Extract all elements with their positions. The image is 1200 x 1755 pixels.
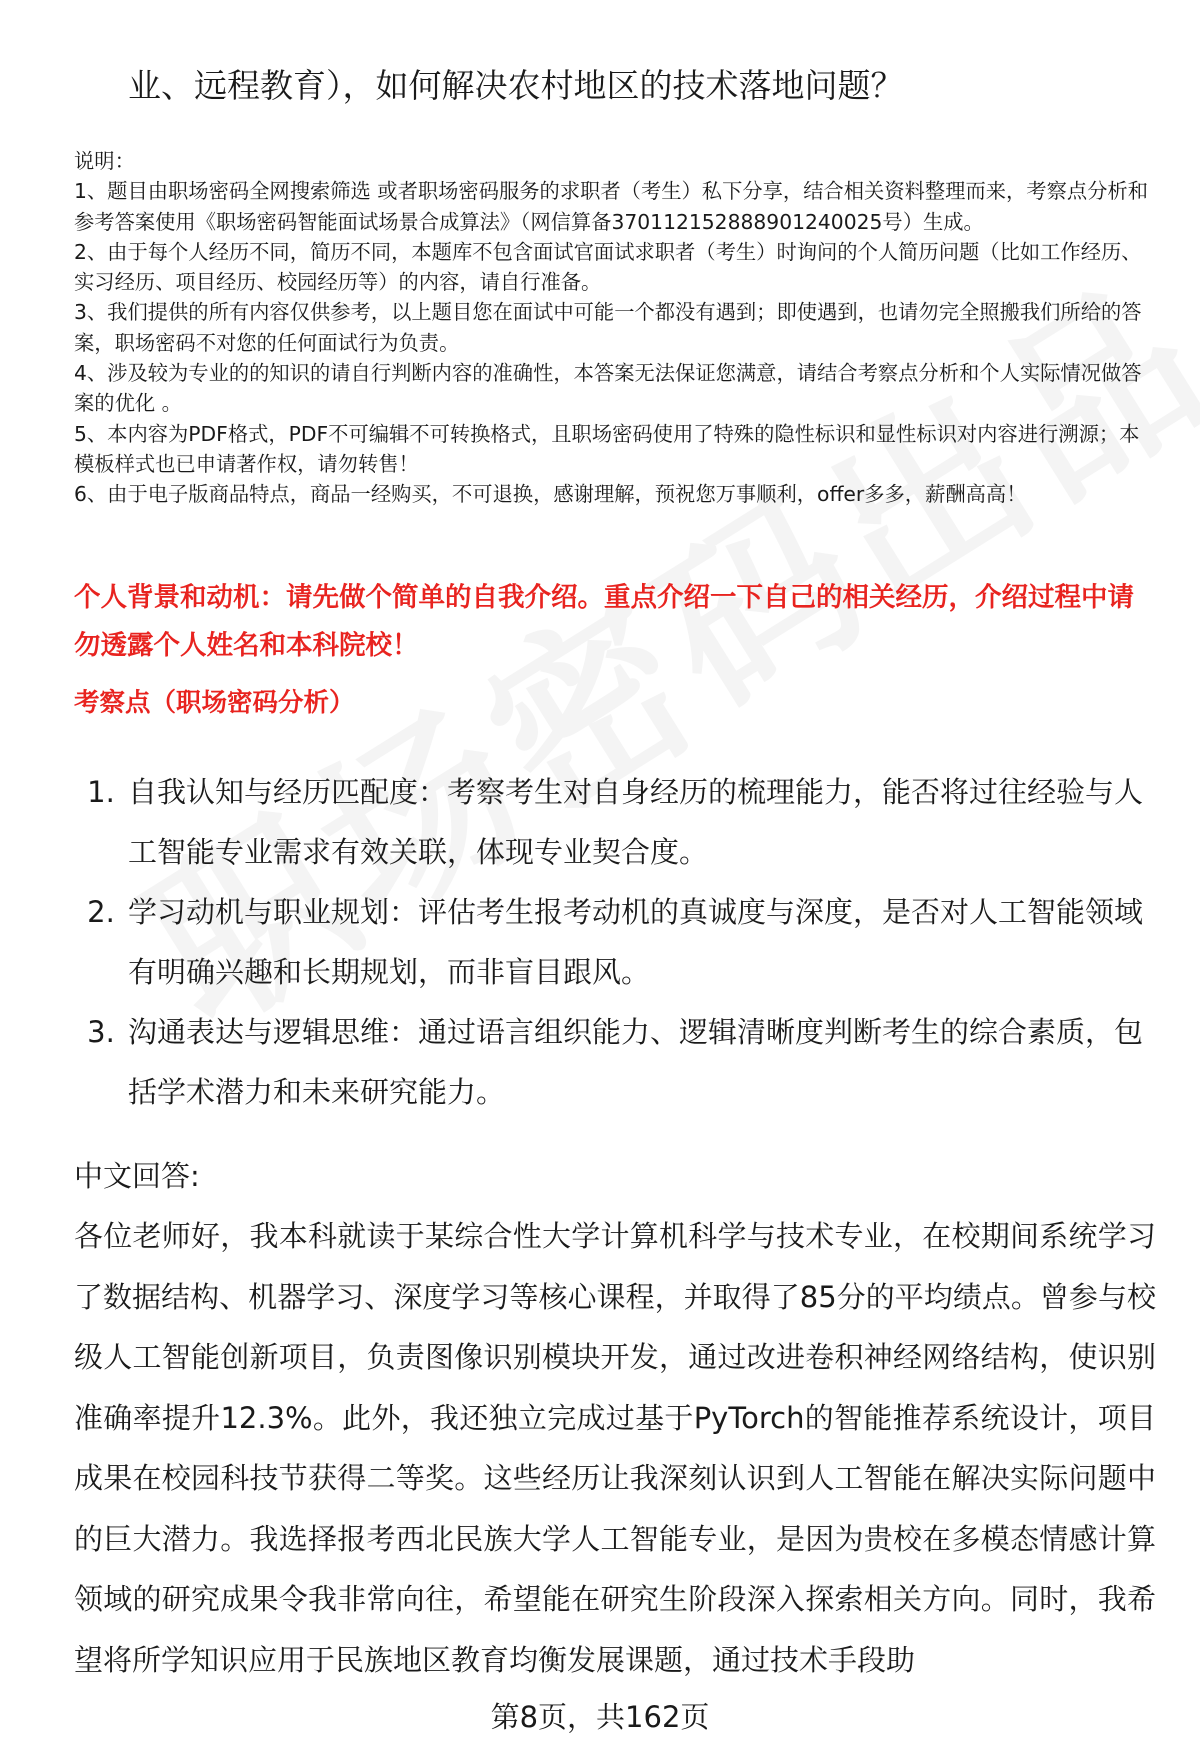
analysis-points [74,762,1156,1122]
point-number: 1. [87,775,115,809]
note-item: 2、由于每个人经历不同，简历不同，本题库不包含面试官面试求职者（考生）时询问的个人简历问题（比如工作经历、实习经历、项目经历、校园经历等）的内容，请自行准备。 [74,239,1142,295]
answer-body: 各位老师好，我本科就读于某综合性大学计算机科学与技术专业，在校期间系统学习了数据结构、机器学习、深度学习等核心课程，并取得了85分的平均绩点。曾参与校级人工智能创新项目，负责图像识别模块开发，通过改进卷积神经网络结构，使识别准确率提升12.3%。此外，我还独立完成过基于PyTorch的智能推荐系统设计，项目成果在校园科技节获得二等奖。这些经历让我深刻认识到人工智能在解决实际问题中的巨大潜力。我选择报考西北民族大学人工智能专业，是因为贵校在多模态情感计算领域的研究成果令我非常向往，希望能在研究生阶段深入探索相关方向。同时，我希望将所学知识应用于民族地区教育均衡发展课题，通过技术手段助 [74,1219,1156,1677]
note-item: 4、涉及较为专业的的知识的请自行判断内容的准确性，本答案无法保证您满意，请结合考察点分析和个人实际情况做答案的优化 。 [74,361,1142,416]
answer-heading: 中文回答: [74,1159,200,1193]
note-item: 1、题目由职场密码全网搜索筛选 或者职场密码服务的求职者（考生）私下分享，结合相关资料整理而来，考察点分析和参考答案使用《职场密码智能面试场景合成算法》（网信算备370112152888901240025号）生成。 [74,179,1148,234]
analysis-heading: 考察点（职场密码分析） [74,688,355,718]
point-text: 学习动机与职业规划：评估考生报考动机的真诚度与深度，是否对人工智能领域有明确兴趣和长期规划，而非盲目跟风。 [128,895,1144,989]
analysis-point [74,882,1156,1002]
note-item: 5、本内容为PDF格式，PDF不可编辑不可转换格式，且职场密码使用了特殊的隐性标识和显性标识对内容进行溯源；本模板样式也已申请著作权，请勿转售！ [74,421,1140,476]
analysis-point [74,762,1156,882]
question-continuation: 业、远程教育），如何解决农村地区的技术落地问题？ [128,66,904,105]
analysis-point [74,1002,1156,1122]
note-item: 3、我们提供的所有内容仅供参考，以上题目您在面试中可能一个都没有遇到；即使遇到，也请勿完全照搬我们所给的答案，职场密码不对您的任何面试行为负责。 [74,300,1142,355]
point-text: 自我认知与经历匹配度：考察考生对自身经历的梳理能力，能否将过往经验与人工智能专业需求有效关联，体现专业契合度。 [128,775,1144,869]
note-item: 6、由于电子版商品特点，商品一经购买，不可退换，感谢理解，预祝您万事顺利，offer多多，薪酬高高！ [74,482,1027,507]
point-number: 2. [87,895,115,929]
interview-question: 个人背景和动机：请先做个简单的自我介绍。重点介绍一下自己的相关经历，介绍过程中请勿透露个人姓名和本科院校！ [74,582,1134,661]
notes-title: 说明： [74,149,135,173]
page-number: 第8页，共162页 [490,1700,710,1734]
notes-block [74,146,1156,510]
point-number: 3. [87,1015,115,1049]
point-text: 沟通表达与逻辑思维：通过语言组织能力、逻辑清晰度判断考生的综合素质，包括学术潜力和未来研究能力。 [128,1015,1144,1109]
